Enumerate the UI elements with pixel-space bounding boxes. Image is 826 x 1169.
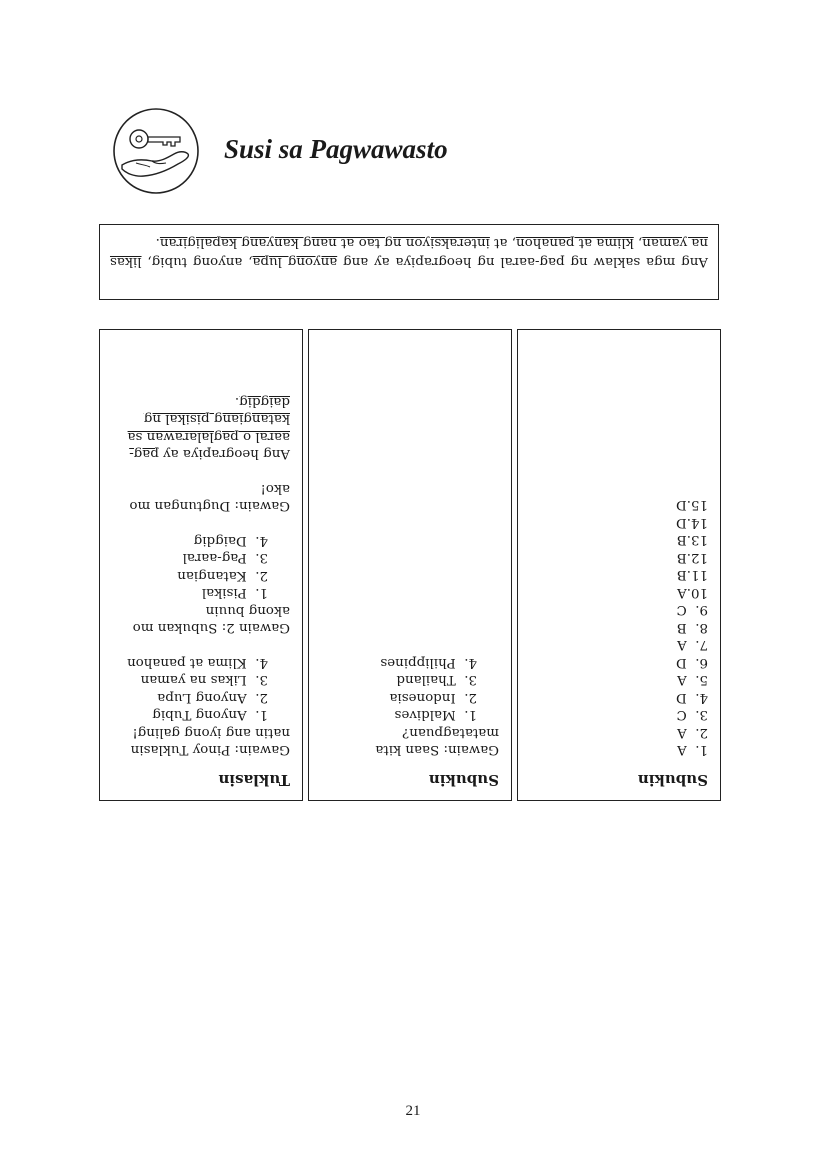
answer-item: 3. Thailand: [396, 672, 477, 688]
answer-item: 13.B: [676, 532, 708, 548]
answer-item: 14.D: [675, 515, 708, 530]
answer-list: [112, 654, 286, 724]
answer-item: 8. B: [676, 620, 708, 635]
answer-item: 3. Pag-aaral: [182, 550, 268, 566]
answer-item: 3. Likas na yaman: [140, 672, 268, 688]
column-heading: Subukin: [428, 771, 499, 789]
answer-column-subukin-2: [308, 329, 512, 801]
key-in-hand-icon: [112, 107, 200, 195]
summary-text: [110, 233, 708, 271]
answer-item: 2. Katangian: [177, 568, 268, 583]
summary-part: ,: [633, 235, 643, 250]
column-heading: Subukin: [637, 771, 708, 789]
activity-title: Gawain: Dugtungan mo ako!: [129, 481, 290, 514]
summary-flipped: [110, 233, 708, 271]
answer-item: 10.A: [677, 585, 708, 600]
answer-part: Ang heograpiya ay: [158, 446, 290, 462]
summary-part: Ang mga saklaw ng pag-aaral ng heograpiya ay ang: [337, 254, 708, 269]
activity-title: Gawain 2: Subukan mo akong buuin: [132, 603, 290, 636]
summary-underlined: likas na yaman: [109, 235, 708, 269]
answer-item: 1. Maldives: [394, 707, 477, 723]
summary-part: , anyong tubig,: [141, 254, 253, 269]
answer-underlined: pag-aaral o paglalarawan sa katangiang pisikal ng daigdig: [127, 394, 290, 462]
answer-item: 3. C: [676, 707, 708, 723]
page-title: Susi sa Pagwawasto: [224, 134, 448, 164]
answer-item: 12.B: [676, 550, 708, 565]
column-flipped: [112, 342, 290, 788]
answer-list: [112, 532, 286, 602]
answer-item: 1. Anyong Tubig: [152, 707, 268, 723]
summary-box: [99, 224, 719, 300]
column-flipped: [530, 342, 708, 788]
column-heading: Tuklasin: [218, 771, 290, 789]
answer-item: 2. A: [677, 725, 708, 740]
activity-title: Gawain: Pinoy Tuklasin natin ang iyong galing!: [130, 725, 290, 758]
answer-item: 2. Indonesia: [389, 690, 477, 705]
answer-item: 2. Anyong Lupa: [157, 690, 268, 705]
answer-column-subukin-1: [517, 329, 721, 801]
answer-item: 4. Daigdig: [193, 533, 268, 548]
answer-item: 9. C: [676, 602, 708, 618]
answer-item: 1. A: [677, 742, 708, 758]
answer-item: 1. Pisikal: [201, 585, 268, 601]
summary-part: .: [155, 235, 160, 250]
answer-item: 6. D: [675, 655, 708, 670]
answer-list: [321, 654, 495, 724]
answer-item: 15.D: [675, 497, 708, 513]
answer-item: 5. A: [677, 672, 708, 688]
summary-underlined: anyong lupa: [252, 254, 338, 269]
answer-item: 4. Klima at panahon: [127, 655, 268, 670]
answer-item: 7. A: [677, 637, 708, 653]
page-number: 21: [405, 1103, 421, 1119]
summary-part: , at: [489, 235, 517, 250]
activity-answer: [112, 393, 290, 463]
activity-title: Gawain: Saan kita matatagpuan?: [375, 725, 499, 758]
column-flipped: [321, 342, 499, 788]
answer-list: [530, 496, 708, 759]
answer-item: 11.B: [676, 567, 708, 583]
answer-item: 4. Philippines: [380, 655, 477, 670]
answer-item: 4. D: [675, 690, 708, 705]
answer-column-tuklasin: [99, 329, 303, 801]
summary-underlined: interaksiyon ng tao at nang kanyang kapaligiran: [159, 235, 490, 250]
answer-part: .: [234, 394, 240, 409]
summary-underlined: klima at panahon: [516, 235, 634, 250]
